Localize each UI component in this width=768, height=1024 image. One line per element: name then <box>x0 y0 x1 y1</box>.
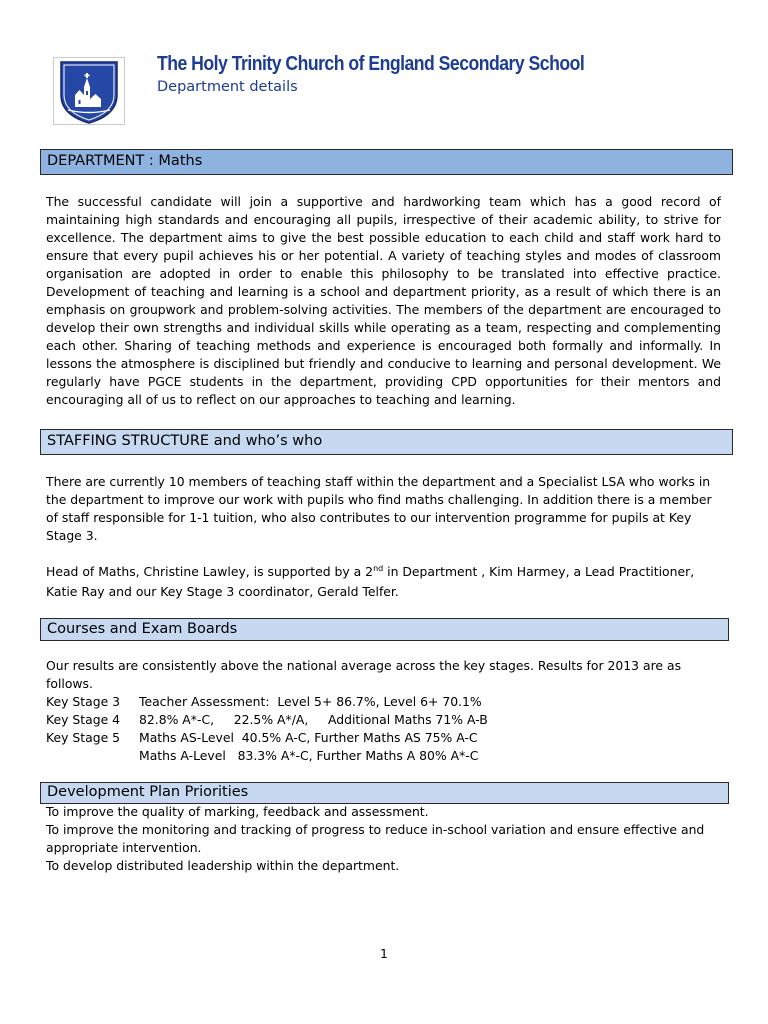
development-priority-item: To improve the monitoring and tracking of progress to reduce in-school variation and ensure effective and appropriate intervention. <box>46 822 705 855</box>
key-stage-label: Key Stage 5 <box>46 730 121 745</box>
results-row <box>46 693 488 711</box>
results-row <box>46 711 488 729</box>
development-section-header: Development Plan Priorities <box>40 782 729 804</box>
page-number: 1 <box>380 946 388 961</box>
staffing-heads-text: Head of Maths, Christine Lawley, is supported by a 2 <box>46 564 374 579</box>
key-stage-result: Teacher Assessment: Level 5+ 86.7%, Level 6+ 70.1% <box>139 694 482 709</box>
page-subtitle: Department details <box>157 79 298 95</box>
key-stage-result: 82.8% A*-C, 22.5% A*/A, Additional Maths 71% A-B <box>139 712 488 727</box>
school-crest-logo <box>53 57 125 125</box>
staffing-heads-paragraph <box>46 563 721 601</box>
courses-section-header: Courses and Exam Boards <box>40 618 729 641</box>
school-name: The Holy Trinity Church of England Secondary School <box>157 52 585 75</box>
development-priority-item: To improve the quality of marking, feedback and assessment. <box>46 804 429 819</box>
staffing-heads-text-cont: in Department , Kim Harmey, a Lead Practitioner, <box>383 564 695 579</box>
development-priority-item: To develop distributed leadership within the department. <box>46 858 400 873</box>
results-table <box>46 693 488 765</box>
key-stage-result: Maths AS-Level 40.5% A-C, Further Maths AS 75% A-C <box>139 730 478 745</box>
results-row <box>46 747 488 765</box>
courses-intro: Our results are consistently above the national average across the key stages. Results for 2013 are as follows. <box>46 658 682 691</box>
key-stage-label: Key Stage 4 <box>46 712 121 727</box>
staffing-heads-line-2: Katie Ray and our Key Stage 3 coordinator, Gerald Telfer. <box>46 584 399 599</box>
ordinal-suffix: nd <box>373 563 384 573</box>
staffing-heads-line-1 <box>46 563 721 581</box>
staffing-section-header: STAFFING STRUCTURE and who’s who <box>40 429 733 455</box>
department-description: The successful candidate will join a supportive and hardworking team which has a good record of maintaining high standards and encouraging all pupils, irrespective of their academic ability, to strive for excellence. The department aims to give the best possible education to each child and staff work hard to ensure that every pupil achieves his or her potential. A variety of teaching styles and modes of classroom organisation are adopted in order to enable this philosophy to be translated into effective practice. Development of teaching and learning is a school and department priority, as a result of which there is an emphasis on groupwork and problem-solving activities. The members of the department are encouraged to develop their own strengths and individual skills while operating as a team, respecting and complementing each other. Sharing of teaching methods and experience is encouraged both formally and informally. In lessons the atmosphere is disciplined but friendly and conducive to learning and personal development. We regularly have PGCE students in the department, providing CPD opportunities for their mentors and encouraging all of us to reflect on our approaches to teaching and learning. <box>46 194 721 407</box>
staffing-paragraph: There are currently 10 members of teaching staff within the department and a Specialist LSA who works in the department to improve our work with pupils who find maths challenging. In addition there is a member of staff responsible for 1-1 tuition, who also contributes to our intervention programme for pupils at Key Stage 3. <box>46 474 712 543</box>
development-list <box>46 803 721 875</box>
results-row <box>46 729 488 747</box>
key-stage-result: Maths A-Level 83.3% A*-C, Further Maths A 80% A*-C <box>139 748 479 763</box>
key-stage-label: Key Stage 3 <box>46 694 121 709</box>
department-section-header: DEPARTMENT : Maths <box>40 149 733 175</box>
key-stage-label <box>46 747 139 765</box>
